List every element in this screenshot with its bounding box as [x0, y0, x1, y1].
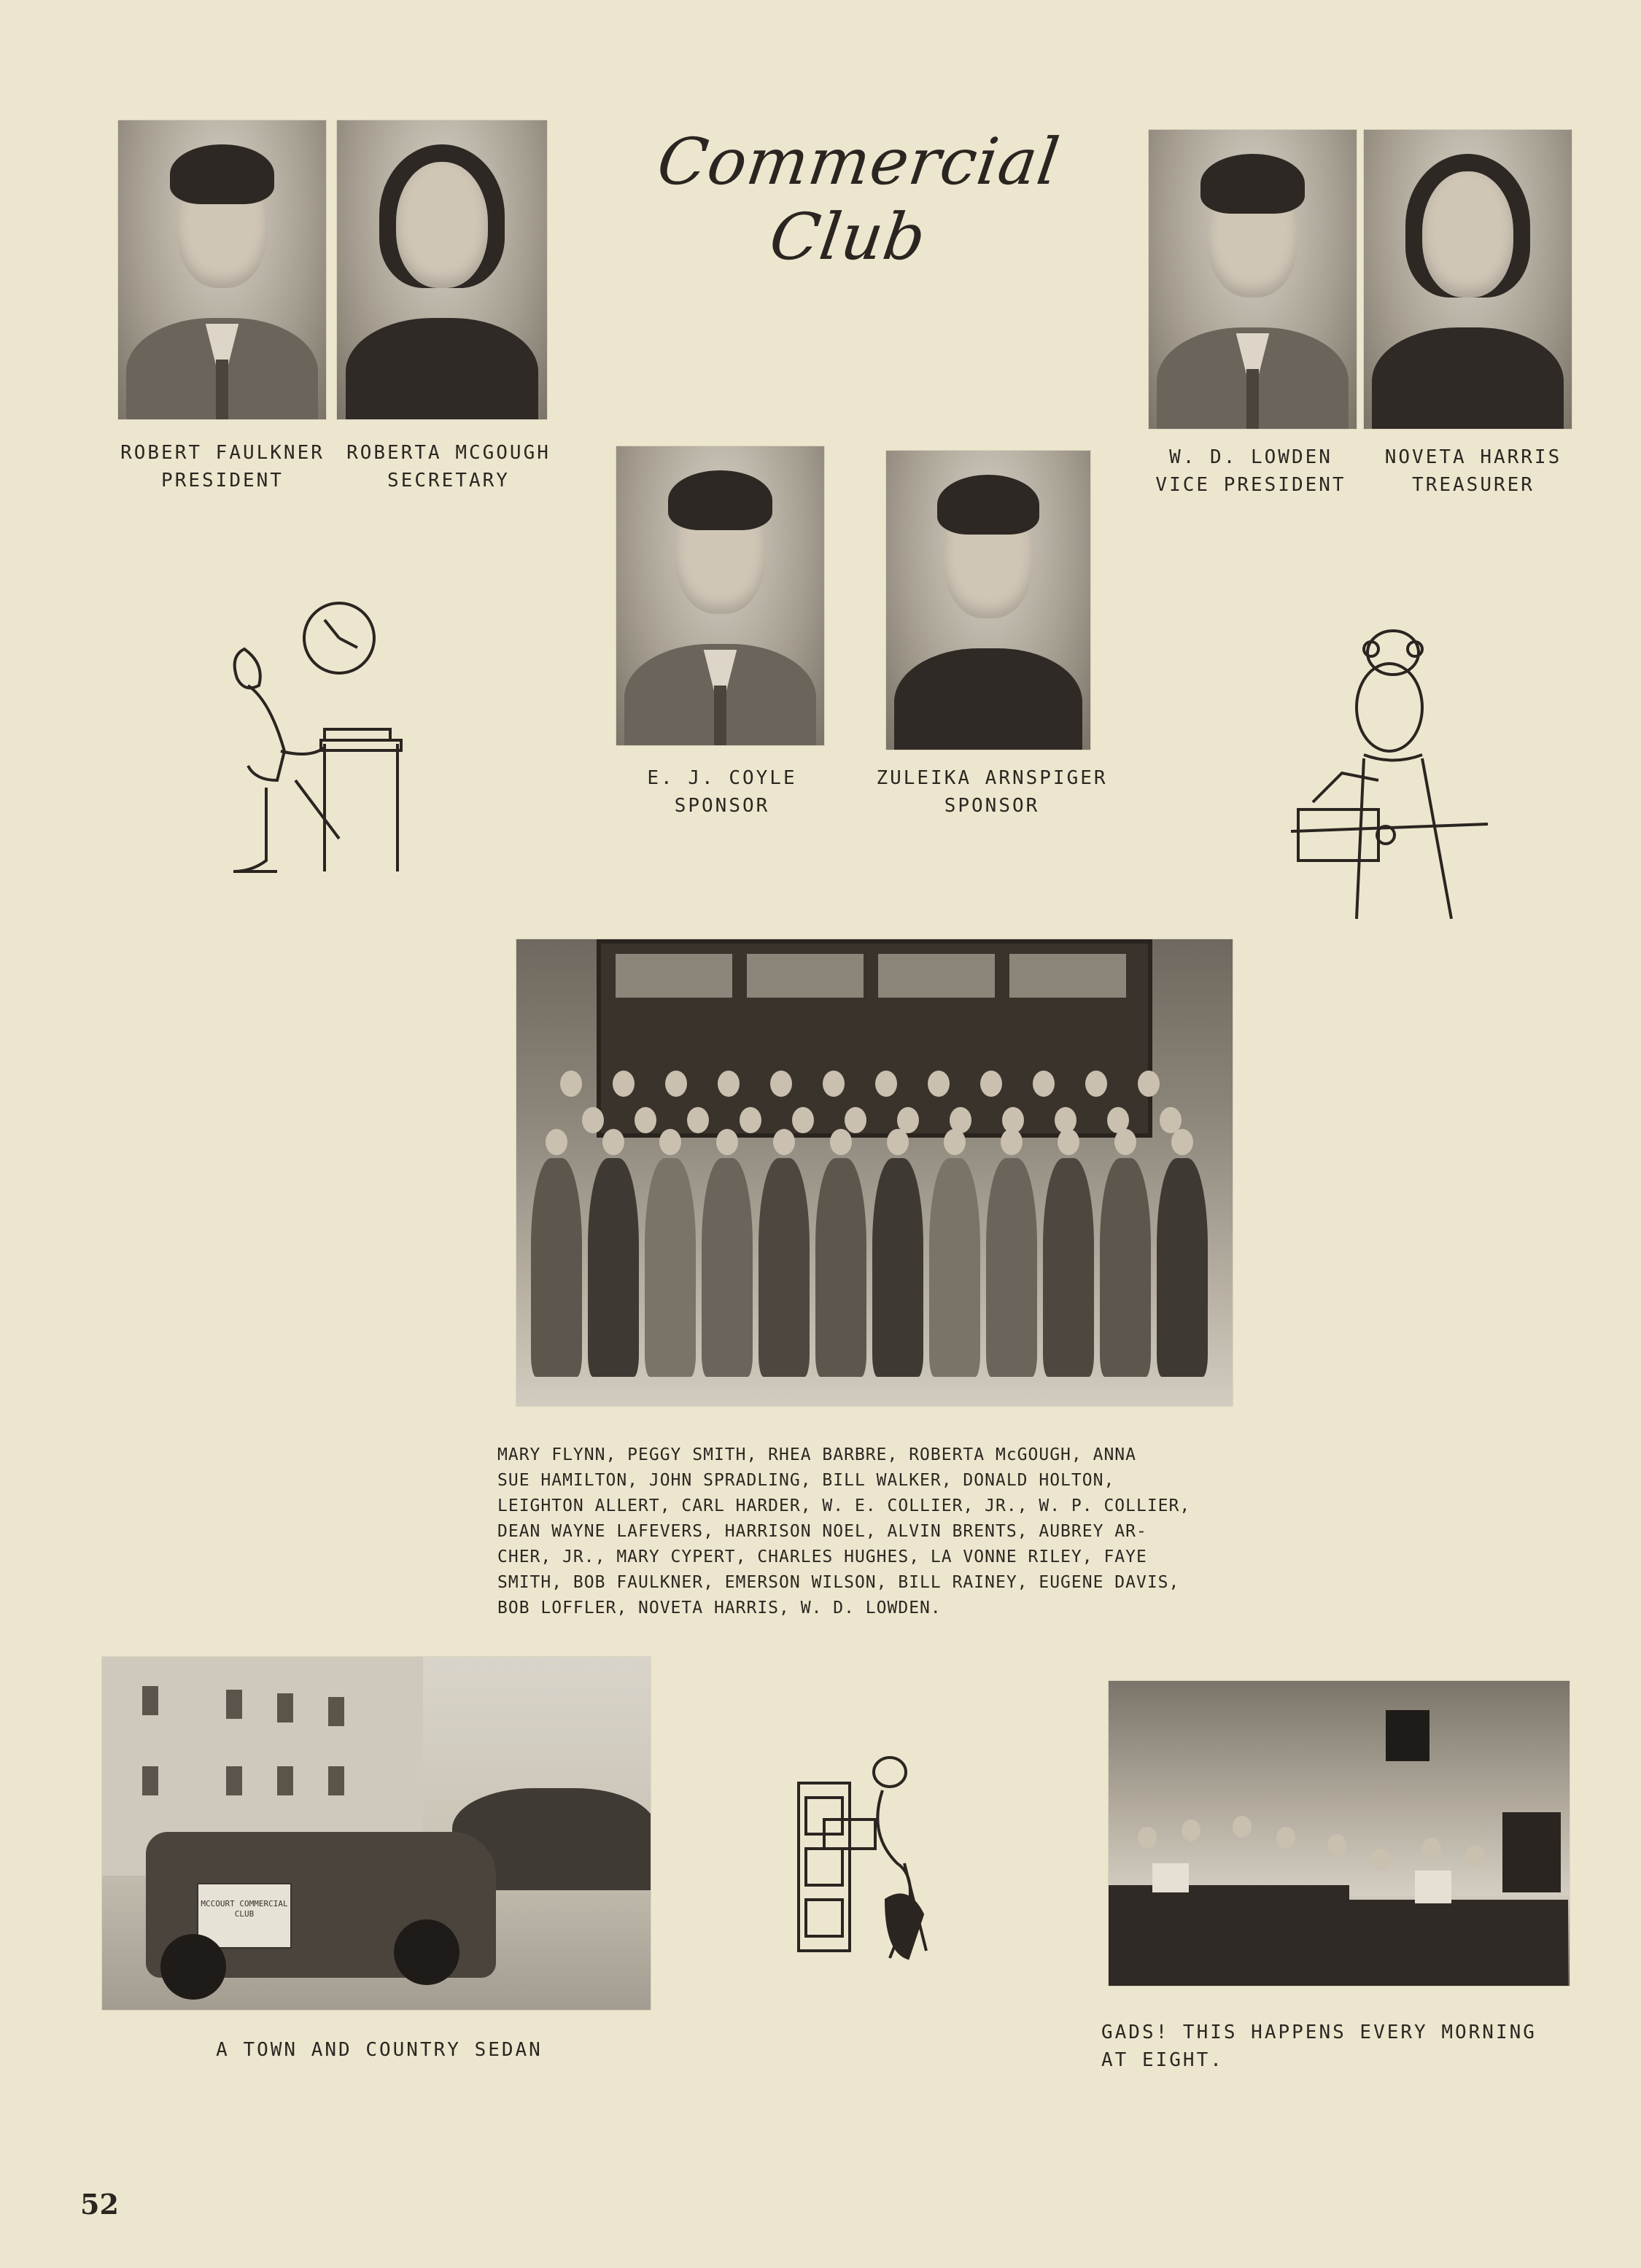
member-figure [588, 1158, 639, 1377]
member-head [1114, 1129, 1136, 1155]
caption-president [109, 439, 335, 494]
typist-head [1233, 1816, 1252, 1838]
officer-role: TREASURER [1412, 474, 1535, 496]
member-head [1085, 1071, 1107, 1097]
portrait-vice-president [1149, 130, 1357, 429]
wall-calendar [1386, 1710, 1429, 1761]
member-figure [531, 1158, 582, 1377]
typewriter-icon [1298, 809, 1378, 861]
caption-line: SUE HAMILTON, JOHN SPRADLING, BILL WALKER, DONALD HOLTON, [497, 1471, 1115, 1490]
member-head [560, 1071, 582, 1097]
member-head [887, 1129, 909, 1155]
sponsor-name: E. J. COYLE [647, 767, 797, 789]
clock-woman-illustration [215, 598, 449, 875]
member-figure [815, 1158, 866, 1377]
member-head [944, 1129, 966, 1155]
caption-line: DEAN WAYNE LAFEVERS, HARRISON NOEL, ALVIN BRENTS, AUBREY AR- [497, 1522, 1147, 1541]
member-head [582, 1107, 604, 1133]
member-head [687, 1107, 709, 1133]
typist-head [1182, 1820, 1200, 1841]
member-head [1171, 1129, 1193, 1155]
portrait-secretary [337, 120, 547, 419]
officer-role: PRESIDENT [161, 470, 284, 492]
member-head [665, 1071, 687, 1097]
car-sign: MCCOURT COMMERCIAL CLUB [197, 1883, 292, 1949]
member-head [980, 1071, 1002, 1097]
member-head [770, 1071, 792, 1097]
member-figure [759, 1158, 810, 1377]
officer-role: VICE PRESIDENT [1155, 474, 1346, 496]
caption-line: MARY FLYNN, PEGGY SMITH, RHEA BARBRE, ROBERTA McGOUGH, ANNA [497, 1445, 1136, 1464]
group-photo-caption [497, 1442, 1300, 1621]
member-head [1033, 1071, 1055, 1097]
member-figure [986, 1158, 1037, 1377]
officer-name: NOVETA HARRIS [1384, 446, 1562, 468]
member-figure [1043, 1158, 1094, 1377]
officer-role: SECRETARY [387, 470, 510, 492]
member-head [792, 1107, 814, 1133]
typewriter-woman-illustration [1269, 627, 1502, 919]
caption-secretary [339, 439, 558, 494]
member-head [1138, 1071, 1160, 1097]
caption-treasurer [1371, 443, 1575, 499]
portrait-president [118, 120, 326, 419]
sponsor-role: SPONSOR [944, 795, 1040, 817]
filing-cabinet-woman-illustration [795, 1754, 934, 1965]
member-head [773, 1129, 795, 1155]
caption-line: CHER, JR., MARY CYPERT, CHARLES HUGHES, LA VONNE RILEY, FAYE [497, 1547, 1147, 1566]
member-head [1058, 1129, 1079, 1155]
typist-head [1138, 1827, 1157, 1849]
member-figure [702, 1158, 753, 1377]
member-head [845, 1107, 866, 1133]
caption-line: BOB LOFFLER, NOVETA HARRIS, W. D. LOWDEN. [497, 1599, 942, 1617]
officer-name: ROBERT FAULKNER [120, 442, 325, 464]
member-head [602, 1129, 624, 1155]
page-title: Commercial Club [653, 124, 1065, 274]
portrait-sponsor-arnspiger [886, 451, 1090, 750]
officer-name: ROBERTA MCGOUGH [346, 442, 551, 464]
typist-head [1276, 1827, 1295, 1849]
member-head [546, 1129, 567, 1155]
member-head [928, 1071, 950, 1097]
member-figure [1157, 1158, 1208, 1377]
caption-vice-president [1138, 443, 1364, 499]
office-photo [1109, 1681, 1570, 1986]
member-figure [1100, 1158, 1151, 1377]
caption-line: SMITH, BOB FAULKNER, EMERSON WILSON, BILL RAINEY, EUGENE DAVIS, [497, 1573, 1180, 1592]
member-head [716, 1129, 738, 1155]
officer-name: W. D. LOWDEN [1169, 446, 1332, 468]
sponsor-name: ZULEIKA ARNSPIGER [876, 767, 1108, 789]
caption-line: LEIGHTON ALLERT, CARL HARDER, W. E. COLLIER, JR., W. P. COLLIER, [497, 1496, 1191, 1515]
typist-head [1422, 1838, 1441, 1860]
typist-head [1371, 1849, 1390, 1871]
typist-head [1466, 1845, 1485, 1867]
member-head [830, 1129, 852, 1155]
member-head [659, 1129, 681, 1155]
office-photo-caption: GADS! THIS HAPPENS EVERY MORNING AT EIGHT. [1101, 2022, 1537, 2071]
group-photo [516, 939, 1233, 1406]
member-figure [645, 1158, 696, 1377]
member-head [718, 1071, 740, 1097]
member-head [635, 1107, 656, 1133]
sponsor-role: SPONSOR [674, 795, 770, 817]
typist-head [1327, 1834, 1346, 1856]
car-photo [102, 1657, 651, 2010]
caption-sponsor-coyle [605, 764, 839, 820]
member-head [823, 1071, 845, 1097]
caption-sponsor-arnspiger [853, 764, 1130, 820]
member-figure [929, 1158, 980, 1377]
member-head [613, 1071, 635, 1097]
member-head [1001, 1129, 1023, 1155]
car-photo-caption: A TOWN AND COUNTRY SEDAN [216, 2039, 543, 2061]
page-number: 52 [80, 2188, 119, 2221]
portrait-sponsor-coyle [616, 446, 824, 745]
member-figure [872, 1158, 923, 1377]
portrait-treasurer [1364, 130, 1572, 429]
member-head [740, 1107, 761, 1133]
member-head [875, 1071, 897, 1097]
